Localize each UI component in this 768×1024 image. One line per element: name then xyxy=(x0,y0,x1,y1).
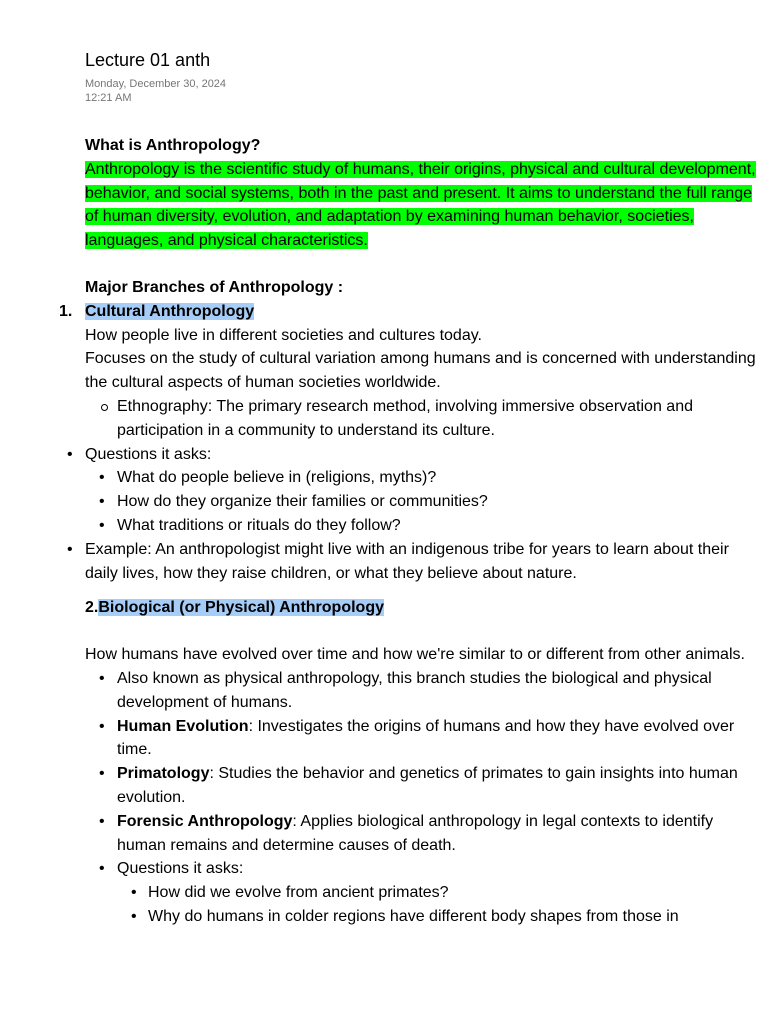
branch-1-heading xyxy=(59,300,765,324)
ethnography-text: Ethnography: The primary research method, involving immersive observation and participation in a community to understand its culture. xyxy=(117,397,693,439)
biological-intro: How humans have evolved over time and how we're similar to or different from other animals. xyxy=(85,646,745,664)
bio-question: Why do humans in colder regions have different body shapes from those in xyxy=(148,907,679,925)
cultural-line-2: Focuses on the study of cultural variation among humans and is concerned with understanding the cultural aspects of human societies worldwide. xyxy=(85,350,756,392)
bio-desc: : Applies biological anthropology in legal contexts to identify human remains and determine causes of death. xyxy=(117,812,714,854)
page-time: 12:21 AM xyxy=(85,92,132,104)
list-item xyxy=(85,857,765,881)
list-item xyxy=(85,667,765,715)
intro-text-highlighted: Anthropology is the scientific study of humans, their origins, physical and cultural development, behavior, and social systems, both in the past and present. It aims to understand the full range of human diversity, evolution, and adaptation by examining human behavior, societies, languages, and physical characteristics. xyxy=(85,160,756,250)
bullet-icon: • xyxy=(99,765,105,783)
bio-term: Human Evolution xyxy=(117,717,249,735)
branch-1-title: Cultural Anthropology xyxy=(85,302,255,320)
list-item xyxy=(85,395,765,443)
bio-desc: : Investigates the origins of humans and how they have evolved over time. xyxy=(117,717,735,759)
list-item xyxy=(85,466,765,490)
bullet-icon: • xyxy=(99,493,105,511)
list-item xyxy=(67,443,765,467)
cultural-question: How do they organize their families or communities? xyxy=(117,493,488,511)
page-title[interactable]: Lecture 01 anth xyxy=(85,50,211,70)
bio-desc: : Studies the behavior and genetics of primates to gain insights into human evolution. xyxy=(117,765,738,806)
bullet-icon: • xyxy=(99,717,105,735)
bullet-icon: • xyxy=(67,540,73,558)
branch-2-title: Biological (or Physical) Anthropology xyxy=(98,599,384,617)
cultural-example: Example: An anthropologist might live with an indigenous tribe for years to learn about their daily lives, how they raise children, or what they believe about nature. xyxy=(85,540,729,582)
bullet-icon: • xyxy=(131,907,137,925)
bullet-icon: • xyxy=(99,469,105,487)
intro-heading: What is Anthropology? xyxy=(85,137,261,154)
cultural-questions-label: Questions it asks: xyxy=(85,445,212,463)
branches-heading: Major Branches of Anthropology : xyxy=(85,278,344,296)
bio-term: Primatology xyxy=(117,765,210,783)
bullet-icon: • xyxy=(131,884,137,902)
bio-question: How did we evolve from ancient primates? xyxy=(148,884,449,902)
list-item xyxy=(85,762,765,810)
bio-questions-label: Questions it asks: xyxy=(117,860,244,878)
branch-1-number: 1. xyxy=(59,302,73,320)
list-item xyxy=(85,514,765,538)
bullet-icon: • xyxy=(99,812,105,830)
cultural-line-1: How people live in different societies and cultures today. xyxy=(85,326,482,344)
bullet-icon: • xyxy=(99,860,105,878)
bullet-icon: • xyxy=(99,669,105,687)
cultural-question: What traditions or rituals do they follow? xyxy=(117,516,401,534)
bullet-icon: • xyxy=(67,445,73,463)
note-body[interactable] xyxy=(59,134,765,929)
list-item xyxy=(85,881,765,905)
list-item xyxy=(85,810,765,858)
page-date: Monday, December 30, 2024 xyxy=(85,78,227,90)
bullet-icon: • xyxy=(99,516,105,534)
bio-term: Forensic Anthropology xyxy=(117,812,293,830)
list-item xyxy=(85,715,765,763)
page-datetime xyxy=(85,77,226,105)
cultural-question: What do people believe in (religions, myths)? xyxy=(117,469,437,487)
branch-2-heading xyxy=(85,596,765,620)
branch-2-number: 2. xyxy=(85,599,99,617)
list-item xyxy=(85,490,765,514)
biological-also-known: Also known as physical anthropology, this branch studies the biological and physical development of humans. xyxy=(117,669,712,711)
list-item xyxy=(85,905,765,929)
hollow-bullet-icon xyxy=(101,404,108,411)
list-item xyxy=(67,538,765,586)
